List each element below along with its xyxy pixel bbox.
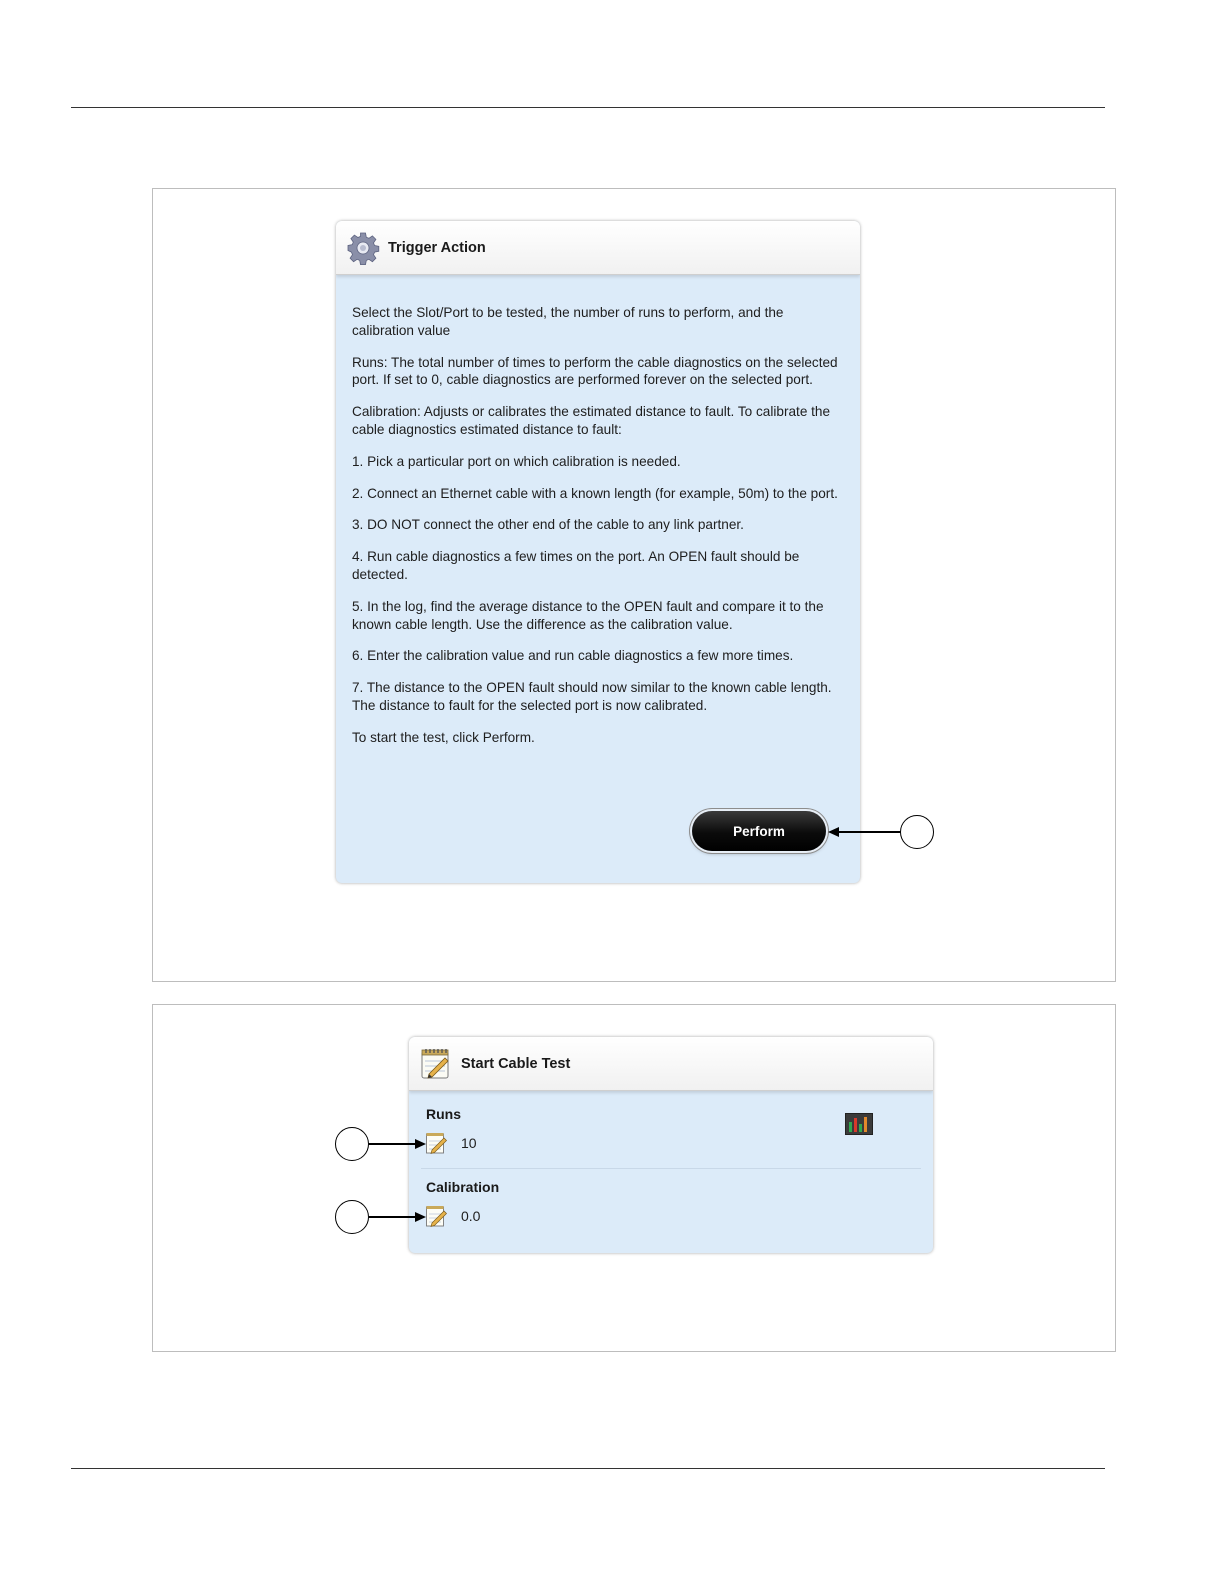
runs-value: 10 [461, 1135, 477, 1151]
description-paragraph: 1. Pick a particular port on which calibration is needed. [352, 453, 681, 469]
figure-start-cable-test [152, 1004, 1116, 1352]
perform-button[interactable]: Perform [692, 811, 826, 851]
description-paragraph: Select the Slot/Port to be tested, the number of runs to perform, and the calibration value [352, 305, 784, 338]
description-paragraph: Calibration: Adjusts or calibrates the estimated distance to fault. To calibrate the cable diagnostics estimated distance to fault: [352, 404, 831, 437]
trigger-action-panel [336, 221, 860, 883]
calibration-value: 0.0 [461, 1208, 481, 1224]
notepad-icon [419, 1047, 453, 1081]
callout-line [837, 831, 901, 833]
edit-icon[interactable] [425, 1204, 449, 1228]
start-cable-test-panel [409, 1037, 933, 1253]
field-divider [421, 1168, 921, 1169]
callout-arrowhead [415, 1212, 426, 1222]
runs-label: Runs [426, 1106, 461, 1122]
header-rule [71, 107, 1105, 108]
description-paragraph: 4. Run cable diagnostics a few times on the port. An OPEN fault should be detected. [352, 549, 800, 582]
calibration-field[interactable] [425, 1204, 480, 1228]
callout-circle [335, 1200, 369, 1234]
edit-icon[interactable] [425, 1131, 449, 1155]
bar-chart-icon[interactable] [845, 1113, 873, 1140]
trigger-action-description [336, 275, 860, 747]
description-paragraph: Runs: The total number of times to perform the cable diagnostics on the selected port. If set to 0, cable diagnostics are performed forever on the selected port. [352, 354, 838, 388]
description-paragraph: 5. In the log, find the average distance to the OPEN fault and compare it to the known cable length. Use the difference as the calibration value. [352, 598, 824, 632]
trigger-action-header [336, 221, 860, 275]
calibration-label: Calibration [426, 1179, 500, 1195]
description-paragraph: 7. The distance to the OPEN fault should now similar to the known cable length. The distance to fault for the selected port is now calibrated. [352, 680, 832, 713]
runs-field[interactable] [425, 1131, 477, 1155]
gear-icon [346, 231, 380, 265]
figure-trigger-action [152, 188, 1116, 982]
description-paragraph: 2. Connect an Ethernet cable with a known length (for example, 50m) to the port. [352, 485, 838, 501]
description-paragraph: 3. DO NOT connect the other end of the cable to any link partner. [352, 517, 744, 533]
trigger-action-title: Trigger Action [388, 239, 486, 256]
callout-line [369, 1143, 417, 1145]
callout-arrowhead [415, 1139, 426, 1149]
start-cable-test-title: Start Cable Test [461, 1055, 571, 1072]
callout-circle [900, 815, 934, 849]
callout-circle [335, 1127, 369, 1161]
footer-rule [71, 1468, 1105, 1469]
start-cable-test-header [409, 1037, 933, 1091]
description-paragraph: To start the test, click Perform. [352, 729, 535, 745]
callout-line [369, 1216, 417, 1218]
description-paragraph: 6. Enter the calibration value and run cable diagnostics a few more times. [352, 648, 794, 664]
